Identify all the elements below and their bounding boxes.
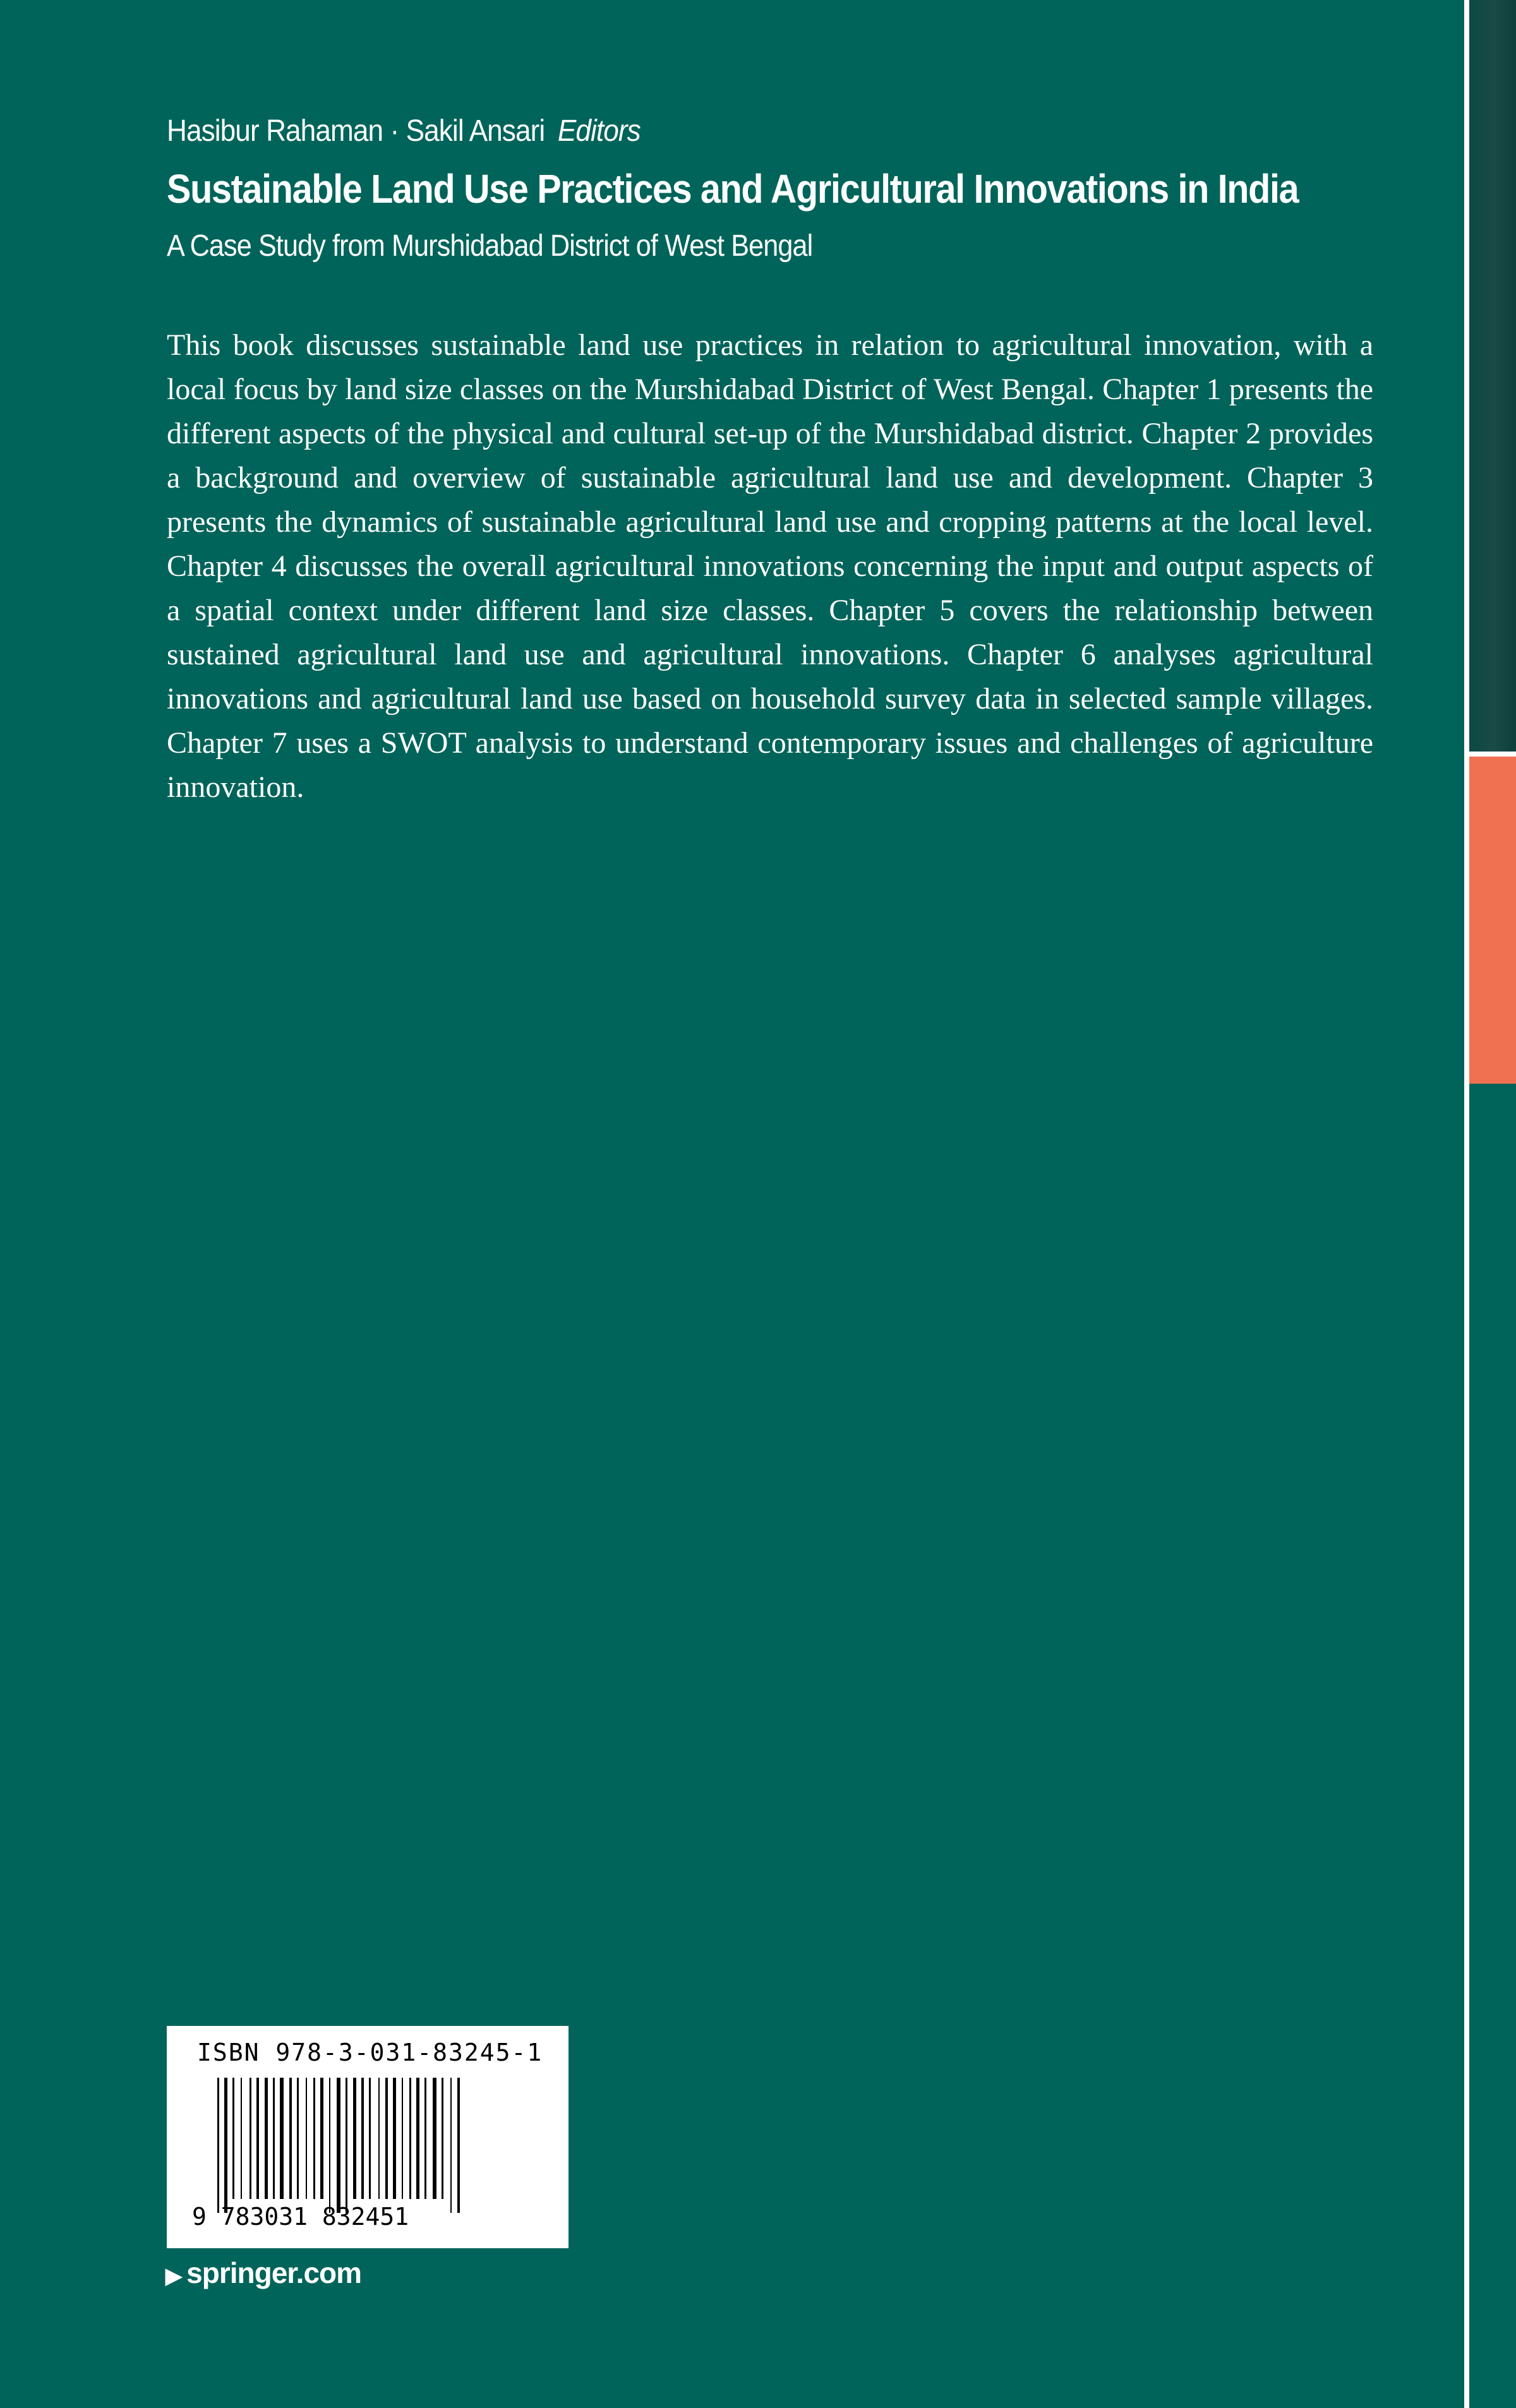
barcode-bar (457, 2078, 460, 2213)
play-arrow-icon: ▶ (165, 2264, 182, 2288)
barcode-bar (424, 2078, 426, 2199)
barcode-bar (442, 2078, 443, 2199)
barcode-bar (409, 2078, 411, 2199)
barcode-bar (250, 2078, 251, 2199)
barcode-bar (353, 2078, 356, 2199)
editors-line (167, 114, 641, 148)
barcode-bar (369, 2078, 371, 2199)
barcode-bar (217, 2078, 219, 2213)
barcode-bar (337, 2078, 340, 2213)
barcode-digits: 9 783031 832451 (192, 2203, 409, 2231)
barcode-bar (273, 2078, 275, 2199)
book-title: Sustainable Land Use Practices and Agricultural Innovations in India (167, 166, 1299, 212)
barcode-bar (256, 2078, 259, 2199)
barcode-bar (320, 2078, 323, 2199)
book-subtitle: A Case Study from Murshidabad District of West Bengal (167, 229, 813, 263)
spine-divider (1464, 0, 1469, 2408)
spine-white-line (1469, 752, 1516, 757)
barcode-bar (402, 2078, 403, 2199)
editors-names: Hasibur Rahaman · Sakil Ansari (167, 114, 545, 148)
barcode-bar (385, 2078, 388, 2199)
spine-dark-band (1469, 0, 1516, 752)
barcode-bar (265, 2078, 268, 2199)
publisher-link[interactable] (165, 2256, 361, 2290)
barcode-bar (433, 2078, 436, 2199)
barcode-bar (450, 2078, 452, 2213)
barcode-bar (361, 2078, 364, 2199)
publisher-website: springer.com (186, 2256, 362, 2289)
barcode-bar (393, 2078, 396, 2199)
barcode-bar (346, 2078, 347, 2213)
barcode-bar (329, 2078, 330, 2213)
barcode-bar (289, 2078, 292, 2199)
isbn-barcode-box (167, 2026, 568, 2248)
barcode-bar (416, 2078, 419, 2199)
book-description: This book discusses sustainable land use practices in relation to agricultural innovation, with a local focus by land size classes on the Murshidabad District of West Bengal. Chapter 1 presents the different aspects of the physical and cultural set-up of the Murshidabad district. Chapter 2 provides a background and overview of sustainable agricultural land use and development. Chapter 3 presents the dynamics of sustainable agricultural land use and cropping patterns at the local level. Chapter 4 discusses the overall agricultural innovations concerning the input and output aspects of a spatial context under different land size classes. Chapter 5 covers the relationship between sustained agricultural land use and agricultural innovations. Chapter 6 analyses agricultural innovations and agricultural land use based on household survey data in selected sample villages. Chapter 7 uses a SWOT analysis to understand contemporary issues and challenges of agriculture innovation. (167, 328, 1373, 804)
barcode-bar (378, 2078, 380, 2199)
barcode-bar (241, 2078, 242, 2199)
barcode-bar (306, 2078, 307, 2199)
barcode-bar (297, 2078, 299, 2199)
barcode-bar (313, 2078, 315, 2199)
barcode-bar (280, 2078, 284, 2199)
spine-accent-band (1469, 757, 1516, 1084)
barcode-bar (232, 2078, 234, 2199)
editors-role: Editors (557, 114, 641, 148)
isbn-label: ISBN 978-3-031-83245-1 (197, 2039, 543, 2066)
barcode-bar (224, 2078, 227, 2213)
